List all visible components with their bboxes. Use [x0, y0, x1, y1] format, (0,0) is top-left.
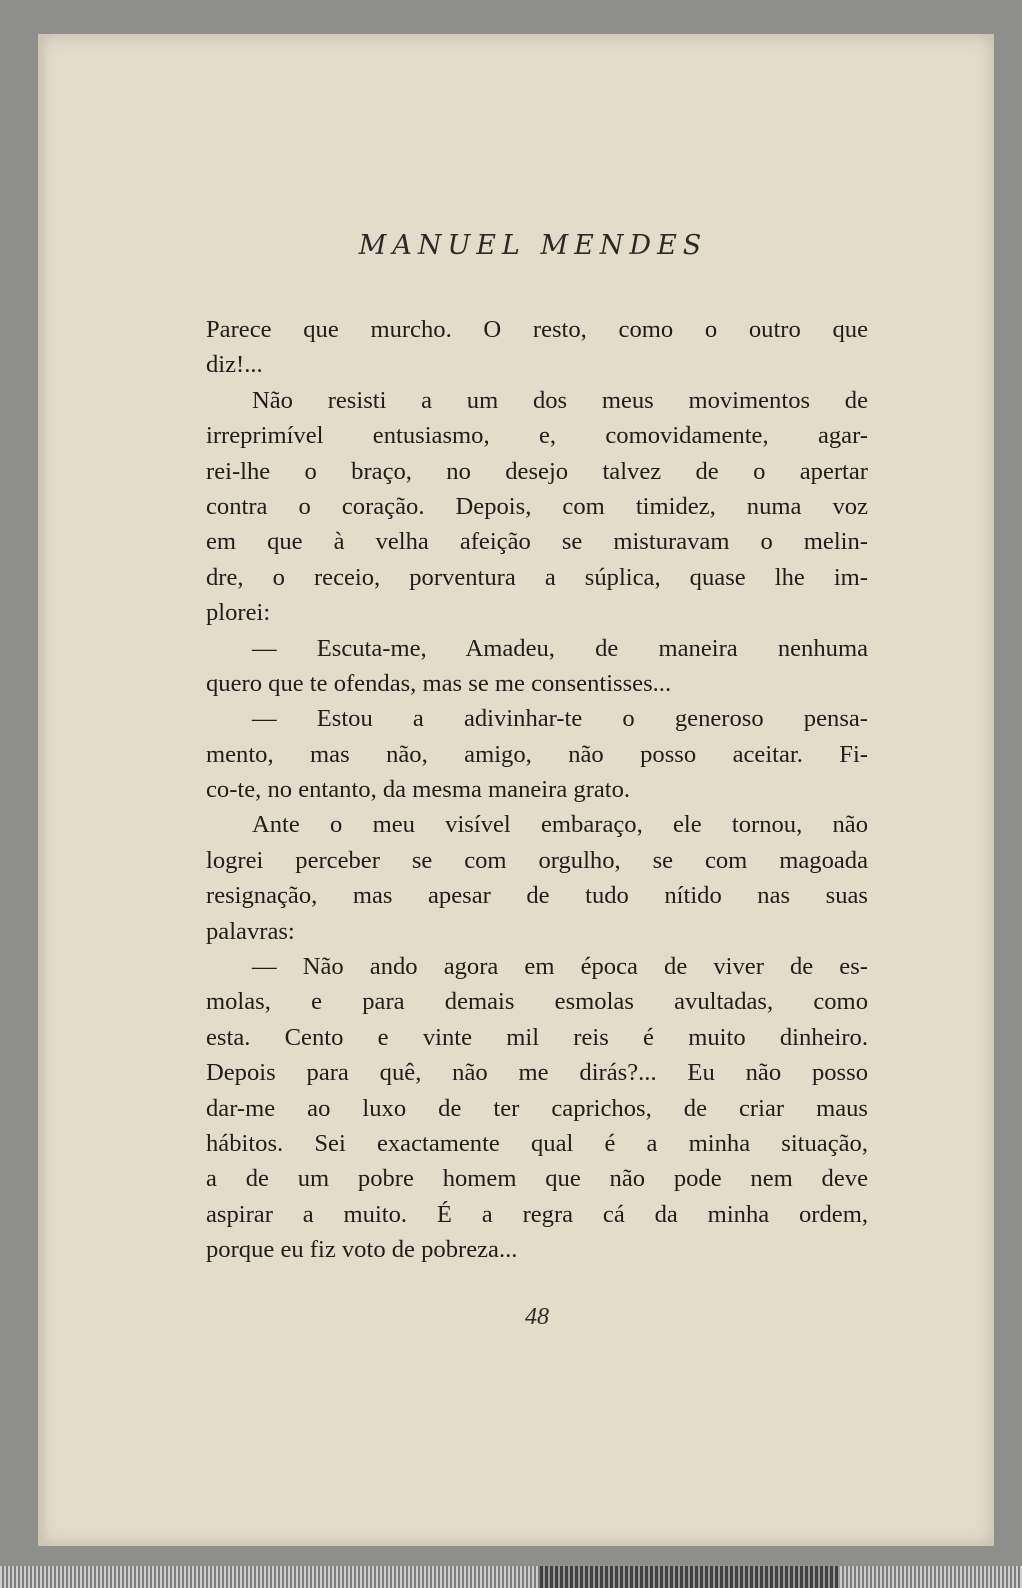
text-line: — Não ando agora em época de viver de es-: [252, 953, 868, 981]
text-line: hábitos. Sei exactamente qual é a minha situação,: [206, 1129, 868, 1157]
text-line: plorei:: [206, 599, 271, 627]
text-line: dre, o receio, porventura a súplica, quase lhe im-: [206, 563, 868, 591]
text-line: co-te, no entanto, da mesma maneira grato.: [206, 776, 631, 804]
text-line: palavras:: [206, 917, 295, 945]
text-line: a de um pobre homem que não pode nem deve: [206, 1165, 868, 1193]
text-line: porque eu fiz voto de pobreza...: [206, 1236, 518, 1264]
text-line: irreprimível entusiasmo, e, comovidamente, agar-: [206, 422, 868, 450]
scan-ruler-dark-band: [540, 1566, 840, 1588]
text-line: Parece que murcho. O resto, como o outro que: [206, 316, 868, 343]
text-line: — Estou a adivinhar-te o generoso pensa-: [252, 705, 868, 733]
text-line: dar-me ao luxo de ter caprichos, de criar maus: [206, 1094, 868, 1122]
scan-ruler: [0, 1566, 1022, 1588]
text-line: esta. Cento e vinte mil reis é muito dinheiro.: [206, 1023, 868, 1051]
text-line: resignação, mas apesar de tudo nítido nas suas: [206, 882, 868, 910]
text-line: — Escuta-me, Amadeu, de maneira nenhuma: [252, 634, 868, 662]
body-text: [206, 312, 868, 1268]
book-page: [38, 34, 994, 1546]
text-line: logrei perceber se com orgulho, se com magoada: [206, 846, 868, 874]
text-line: Depois para quê, não me dirás?... Eu não posso: [206, 1059, 868, 1087]
text-line: molas, e para demais esmolas avultadas, como: [206, 988, 868, 1016]
text-line: contra o coração. Depois, com timidez, numa voz: [206, 492, 868, 520]
text-line: Não resisti a um dos meus movimentos de: [252, 386, 868, 414]
text-line: aspirar a muito. É a regra cá da minha ordem,: [206, 1200, 868, 1228]
page-number: 48: [525, 1304, 549, 1330]
text-line: Ante o meu visível embaraço, ele tornou, não: [252, 811, 868, 839]
text-line: diz!...: [206, 351, 263, 379]
text-line: em que à velha afeição se misturavam o melin-: [206, 528, 868, 556]
text-line: quero que te ofendas, mas se me consentisses...: [206, 669, 672, 697]
running-head: MANUEL MENDES: [358, 230, 708, 261]
text-line: rei-lhe o braço, no desejo talvez de o apertar: [206, 457, 868, 485]
text-line: mento, mas não, amigo, não posso aceitar. Fi-: [206, 740, 868, 768]
